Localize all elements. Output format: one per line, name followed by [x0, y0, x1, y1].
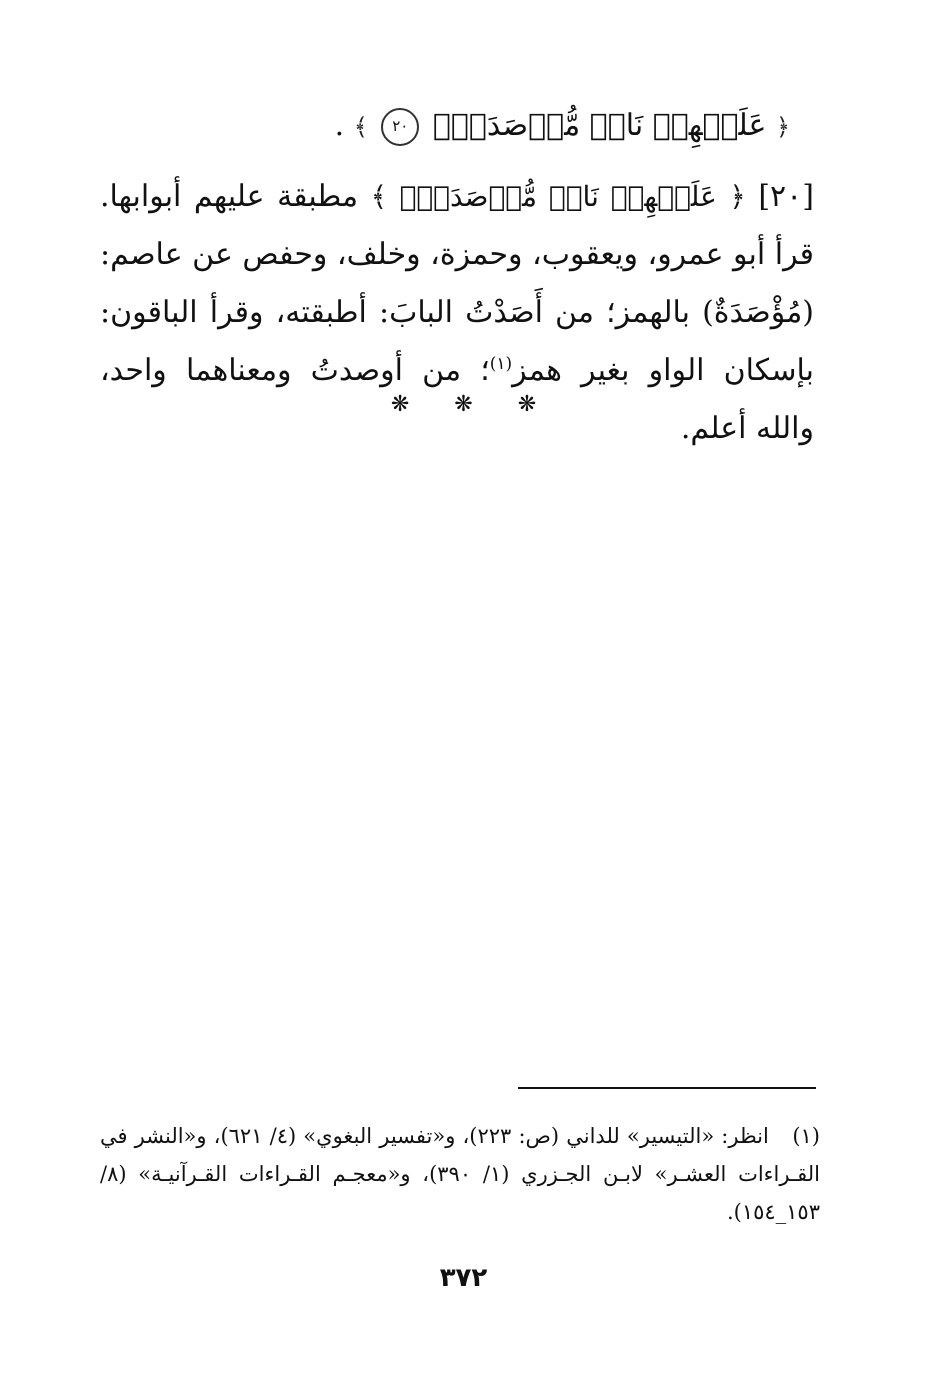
separator-star-icon: ❋: [454, 392, 473, 417]
quoted-verse-open: ﴿: [729, 180, 746, 213]
commentary-text-part1: مطبقة عليهم أبوابها. قرأ أبو عمرو، ويعقوب، وحمزة، وخلف، وحفص عن عاصم: (مُؤْصَدَةٌ) بالهمز؛ من أَصَدْتُ البابَ: أطبقته، وقرأ الباقون: بإسكان الواو بغير همز: [100, 179, 814, 388]
footnote-divider: [518, 1087, 816, 1089]
page-number: ٣٧٢: [439, 1263, 488, 1293]
verse-reference-number: [٢٠]: [758, 179, 814, 214]
footnote-text: انظر: «التيسير» للداني (ص: ٢٢٣)، و«تفسير البغوي» (٤/ ٦٢١)، و«النشر في القـراءات العشـر» لابـن الجـزري (١/ ٣٩٠)، و«معجـم القـراءات القـرآنيـة» (٨/ ١٥٣_١٥٤).: [100, 1124, 820, 1224]
quran-verse: [100, 104, 790, 149]
ayah-number-badge: ٢٠: [381, 108, 419, 146]
verse-close-bracket: ﴾: [353, 113, 368, 141]
verse-text: عَلَيۡهِمۡ نَارٞ مُّؤۡصَدَةُۢ: [432, 108, 767, 143]
verse-end-mark: .: [334, 108, 345, 143]
commentary-text-part2: ؛ من أوصدتُ ومعناهما واحد، والله أعلم.: [100, 353, 814, 446]
separator-star-icon: ❋: [390, 392, 410, 417]
section-separator: [0, 392, 927, 417]
verse-open-bracket: ﴿: [775, 113, 790, 141]
footnote-marker[interactable]: (١): [489, 354, 513, 374]
footnote: [100, 1117, 820, 1231]
footnote-number: (١): [792, 1124, 820, 1148]
quoted-verse-close: ﴾: [370, 180, 388, 213]
quoted-verse: عَلَيۡهِمۡ نَارٞ مُّؤۡصَدَةُۢ: [399, 180, 717, 213]
separator-star-icon: ❋: [517, 392, 537, 417]
